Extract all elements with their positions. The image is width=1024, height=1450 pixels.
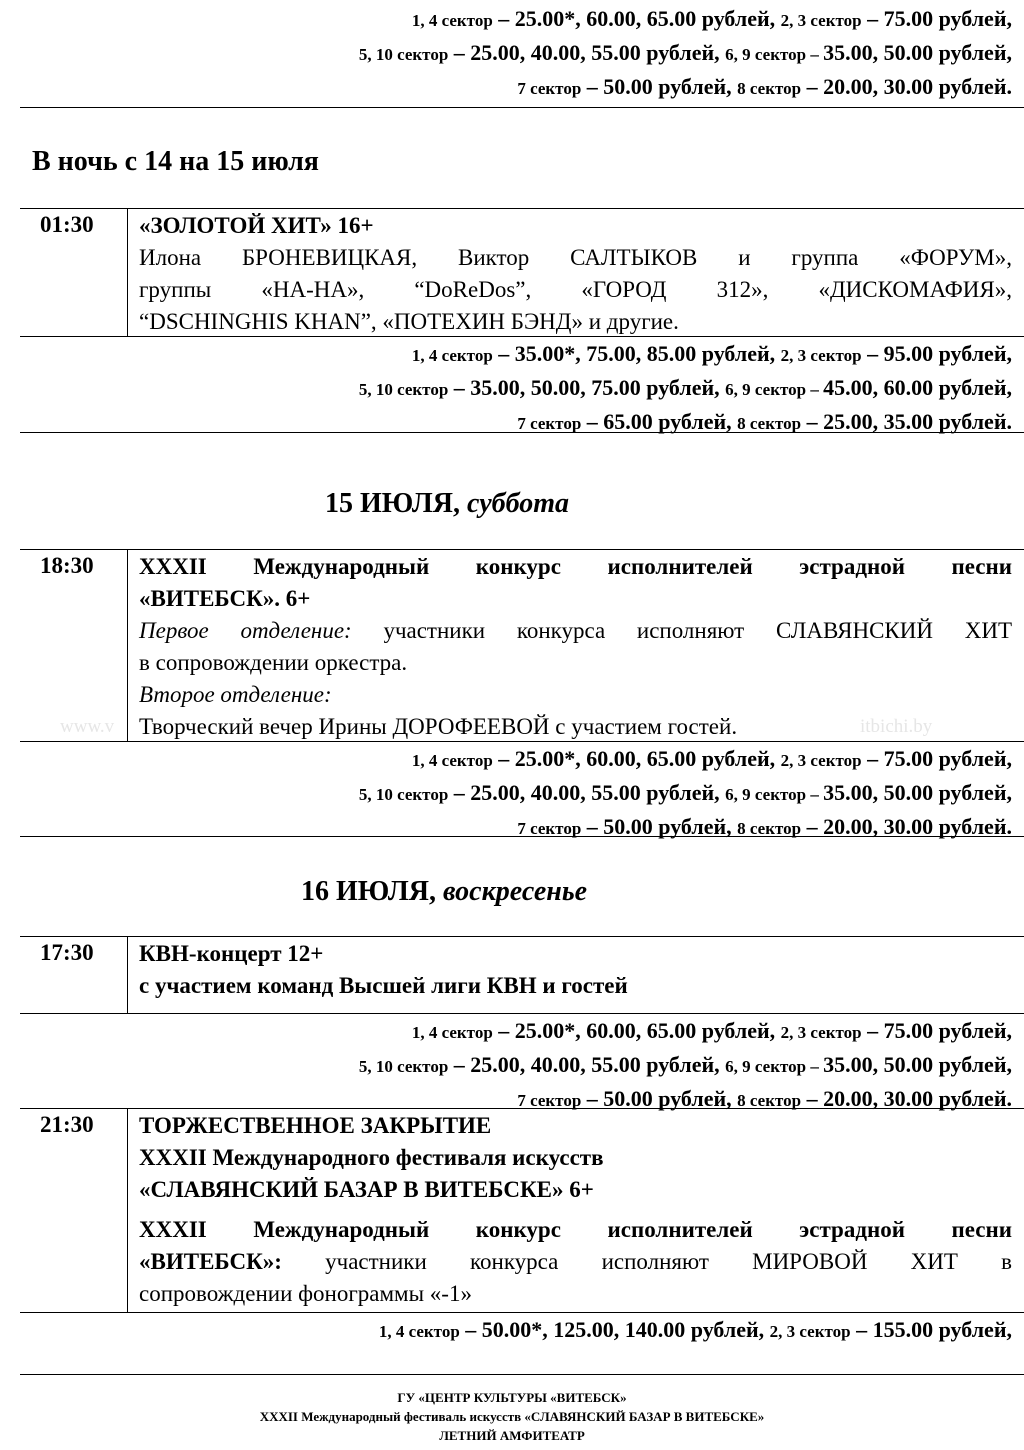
footer-line: XXXII Международный фестиваль искусств «СЛАВЯНСКИЙ БАЗАР В ВИТЕБСКЕ» [259,1409,765,1424]
divider [20,107,1024,108]
page-footer [0,1388,1024,1445]
section-heading-16-july: 16 ИЮЛЯ, воскресенье [301,876,588,907]
divider [20,1312,1024,1313]
watermark-text: itbichi.by [860,716,933,737]
event-text-line: Илона БРОНЕВИЦКАЯ, Виктор САЛТЫКОВ и группа «ФОРУМ», [139,245,1012,270]
event-text-line: XXXII Международный конкурс исполнителей эстрадной песни [139,1217,1012,1242]
event-title: ТОРЖЕСТВЕННОЕ ЗАКРЫТИЕ [139,1113,492,1138]
price-line: 1, 4 сектор – 35.00*, 75.00, 85.00 рублей, 2, 3 сектор – 95.00 рублей, [411,341,1012,366]
divider [20,741,1024,742]
event-time: 01:30 [40,212,94,237]
event-time: 17:30 [40,940,94,965]
price-line: 1, 4 сектор – 50.00*, 125.00, 140.00 рублей, 2, 3 сектор – 155.00 рублей, [378,1317,1012,1342]
event-title: «СЛАВЯНСКИЙ БАЗАР В ВИТЕБСКЕ» 6+ [139,1177,594,1202]
price-block-top [359,3,1012,105]
event-time: 18:30 [40,553,94,578]
watermark-text: www.v [60,716,115,737]
event-description [139,938,1012,1002]
divider [20,1013,1024,1014]
event-title: КВН-концерт 12+ [139,941,324,966]
price-block [359,338,1012,440]
price-line: 7 сектор – 50.00 рублей, 8 сектор – 20.00, 30.00 рублей. [517,74,1012,99]
price-line: 7 сектор – 65.00 рублей, 8 сектор – 25.00, 35.00 рублей. [517,409,1012,434]
event-text-line: Первое отделение: участники конкурса исполняют СЛАВЯНСКИЙ ХИТ [139,618,1012,643]
footer-line: ГУ «ЦЕНТР КУЛЬТУРЫ «ВИТЕБСК» [397,1390,627,1405]
event-time: 21:30 [40,1112,94,1137]
divider [20,432,1024,433]
event-part-label: Второе отделение: [139,682,332,707]
section-heading-night: В ночь с 14 на 15 июля [32,146,319,177]
divider [20,936,1024,937]
divider [20,336,1024,337]
price-line: 5, 10 сектор – 25.00, 40.00, 55.00 рублей, 6, 9 сектор – 35.00, 50.00 рублей, [358,40,1012,65]
event-description [139,551,1012,743]
event-text-line: в сопровождении оркестра. [139,650,408,675]
event-text-line: сопровождении фонограммы «-1» [139,1281,472,1306]
event-subtitle: с участием команд Высшей лиги КВН и гостей [139,973,628,998]
divider [20,1108,1024,1109]
divider [20,549,1024,550]
price-line: 5, 10 сектор – 25.00, 40.00, 55.00 рублей, 6, 9 сектор – 35.00, 50.00 рублей, [358,1052,1012,1077]
column-divider [127,549,128,741]
event-title: «ВИТЕБСК». 6+ [139,586,311,611]
event-description [139,1110,1012,1310]
column-divider [127,1108,128,1312]
price-line: 7 сектор – 50.00 рублей, 8 сектор – 20.00, 30.00 рублей. [517,1086,1012,1111]
event-text-line: группы «НА-НА», “DoReDos”, «ГОРОД 312», «ДИСКОМАФИЯ», [139,277,1012,302]
price-line: 5, 10 сектор – 25.00, 40.00, 55.00 рублей, 6, 9 сектор – 35.00, 50.00 рублей, [358,780,1012,805]
event-title: «ЗОЛОТОЙ ХИТ» 16+ [139,213,374,238]
event-description [139,210,1012,338]
price-block [359,1015,1012,1117]
column-divider [127,936,128,1013]
price-line: 1, 4 сектор – 25.00*, 60.00, 65.00 рублей, 2, 3 сектор – 75.00 рублей, [411,6,1012,31]
column-divider [127,208,128,336]
section-heading-15-july: 15 ИЮЛЯ, суббота [325,488,570,519]
event-text-line: Творческий вечер Ирины ДОРОФЕЕВОЙ с участием гостей. [139,714,738,739]
event-title: XXXII Международный конкурс исполнителей эстрадной песни [139,554,1012,579]
divider [20,836,1024,837]
footer-line: ЛЕТНИЙ АМФИТЕАТР [439,1428,585,1443]
price-line: 1, 4 сектор – 25.00*, 60.00, 65.00 рублей, 2, 3 сектор – 75.00 рублей, [411,1018,1012,1043]
price-line: 5, 10 сектор – 35.00, 50.00, 75.00 рублей, 6, 9 сектор – 45.00, 60.00 рублей, [358,375,1012,400]
event-text-line: “DSCHINGHIS KHAN”, «ПОТЕХИН БЭНД» и другие. [139,309,679,334]
price-line: 7 сектор – 50.00 рублей, 8 сектор – 20.00, 30.00 рублей. [517,814,1012,839]
event-text-line: «ВИТЕБСК»: участники конкурса исполняют МИРОВОЙ ХИТ в [139,1249,1012,1274]
event-title: XXXII Международного фестиваля искусств [139,1145,604,1170]
divider [20,208,1024,209]
price-line: 1, 4 сектор – 25.00*, 60.00, 65.00 рублей, 2, 3 сектор – 75.00 рублей, [411,746,1012,771]
divider [20,1374,1024,1375]
price-block [379,1314,1012,1348]
price-block [359,743,1012,845]
